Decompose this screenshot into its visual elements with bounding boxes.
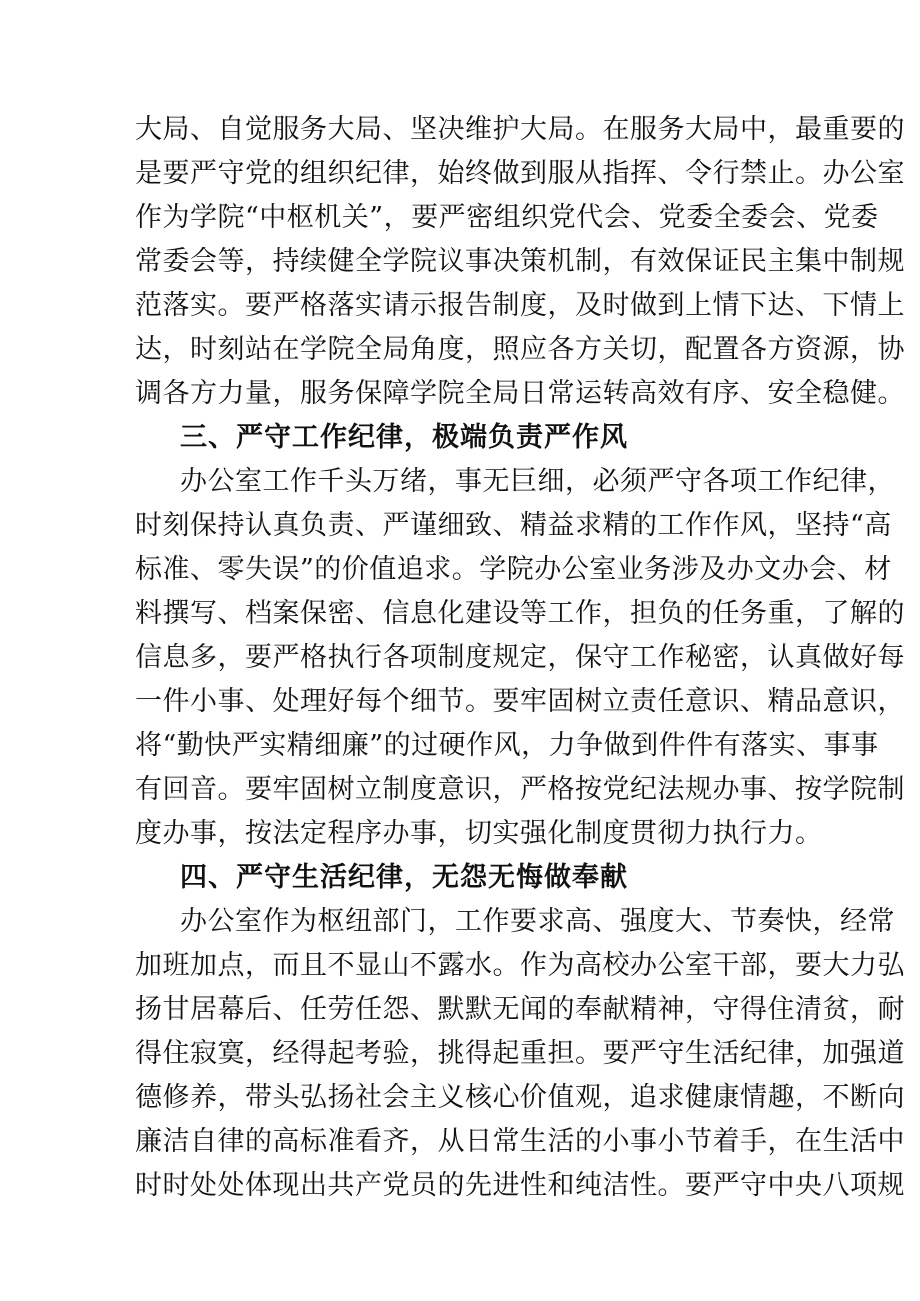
paragraph-line: 常委会等，持续健全学院议事决策机制，有效保证民主集中制规 — [135, 246, 905, 277]
paragraph-line: 调各方力量，服务保障学院全局日常运转高效有序、安全稳健。 — [135, 378, 905, 409]
paragraph-line: 一件小事、处理好每个细节。要牢固树立责任意识、精品意识， — [135, 686, 905, 717]
section-heading-4: 四、严守生活纪律，无怨无悔做奉献 — [180, 862, 628, 893]
paragraph-line: 度办事，按法定程序办事，切实强化制度贯彻力执行力。 — [135, 818, 823, 849]
paragraph-line: 廉洁自律的高标准看齐，从日常生活的小事小节着手，在生活中 — [135, 1126, 905, 1157]
paragraph-line: 信息多，要严格执行各项制度规定，保守工作秘密，认真做好每 — [135, 642, 905, 673]
paragraph-line: 范落实。要严格落实请示报告制度，及时做到上情下达、下情上 — [135, 290, 905, 321]
paragraph-line: 德修养，带头弘扬社会主义核心价值观，追求健康情趣，不断向 — [135, 1082, 905, 1113]
paragraph-line: 加班加点，而且不显山不露水。作为高校办公室干部，要大力弘 — [135, 950, 905, 981]
paragraph-line: 有回音。要牢固树立制度意识，严格按党纪法规办事、按学院制 — [135, 774, 905, 805]
paragraph-line: 办公室工作千头万绪，事无巨细，必须严守各项工作纪律， — [180, 466, 895, 497]
paragraph-line: 作为学院“中枢机关”，要严密组织党代会、党委全委会、党委 — [135, 202, 879, 233]
paragraph-line: 扬甘居幕后、任劳任怨、默默无闻的奉献精神，守得住清贫，耐 — [135, 994, 905, 1025]
paragraph-line: 时刻保持认真负责、严谨细致、精益求精的工作作风，坚持“高 — [135, 510, 892, 541]
paragraph-line: 将“勤快严实精细廉”的过硬作风，力争做到件件有落实、事事 — [135, 730, 879, 761]
section-heading-3: 三、严守工作纪律，极端负责严作风 — [180, 422, 628, 453]
paragraph-line: 时时处处体现出共产党员的先进性和纯洁性。要严守中央八项规 — [135, 1170, 905, 1201]
paragraph-line: 标准、零失误”的价值追求。学院办公室业务涉及办文办会、材 — [135, 554, 892, 585]
paragraph-line: 是要严守党的组织纪律，始终做到服从指挥、令行禁止。办公室 — [135, 158, 905, 189]
paragraph-line: 得住寂寞，经得起考验，挑得起重担。要严守生活纪律，加强道 — [135, 1038, 905, 1069]
paragraph-line: 达，时刻站在学院全局角度，照应各方关切，配置各方资源，协 — [135, 334, 905, 365]
paragraph-line: 料撰写、档案保密、信息化建设等工作，担负的任务重，了解的 — [135, 598, 905, 629]
paragraph-line: 办公室作为枢纽部门，工作要求高、强度大、节奏快，经常 — [180, 906, 895, 937]
paragraph-line: 大局、自觉服务大局、坚决维护大局。在服务大局中，最重要的 — [135, 114, 905, 145]
